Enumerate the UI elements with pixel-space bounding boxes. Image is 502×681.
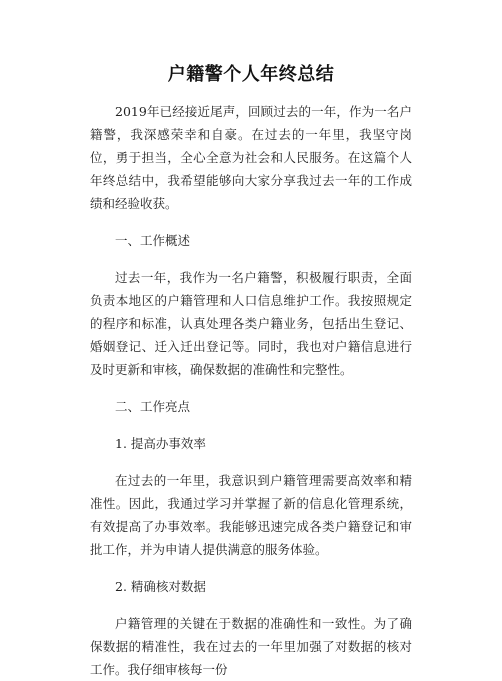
data-check-paragraph: 户籍管理的关键在于数据的准确性和一致性。为了确保数据的精准性，我在过去的一年里加强了对数据的核对工作。我仔细审核每一份 xyxy=(90,616,412,677)
efficiency-paragraph: 在过去的一年里，我意识到户籍管理需要高效率和精准性。因此，我通过学习并掌握了新的信息化管理系统，有效提高了办事效率。我能够迅速完成各类户籍登记和审批工作，并为申请人提供满意的服务体验。 xyxy=(90,473,412,557)
overview-paragraph: 过去一年，我作为一名户籍警，积极履行职责，全面负责本地区的户籍管理和人口信息维护工作。我按照规定的程序和标准，认真处理各类户籍业务，包括出生登记、婚姻登记、迁入迁出登记等。同时，我也对户籍信息进行及时更新和审核，确保数据的准确性和完整性。 xyxy=(90,270,412,377)
item-heading-efficiency: 1. 提高办事效率 xyxy=(115,436,206,451)
section-heading-overview: 一、工作概述 xyxy=(115,233,191,248)
section-heading-highlights: 二、工作亮点 xyxy=(115,399,191,414)
intro-paragraph: 2019年已经接近尾声，回顾过去的一年，作为一名户籍警，我深感荣幸和自豪。在过去的一年里，我坚守岗位，勇于担当，全心全意为社会和人民服务。在这篇个人年终总结中，我希望能够向大家分享我过去一年的工作成绩和经验收获。 xyxy=(90,104,412,211)
document-title: 户籍警个人年终总结 xyxy=(167,64,335,85)
item-heading-data-check: 2. 精确核对数据 xyxy=(115,579,206,594)
